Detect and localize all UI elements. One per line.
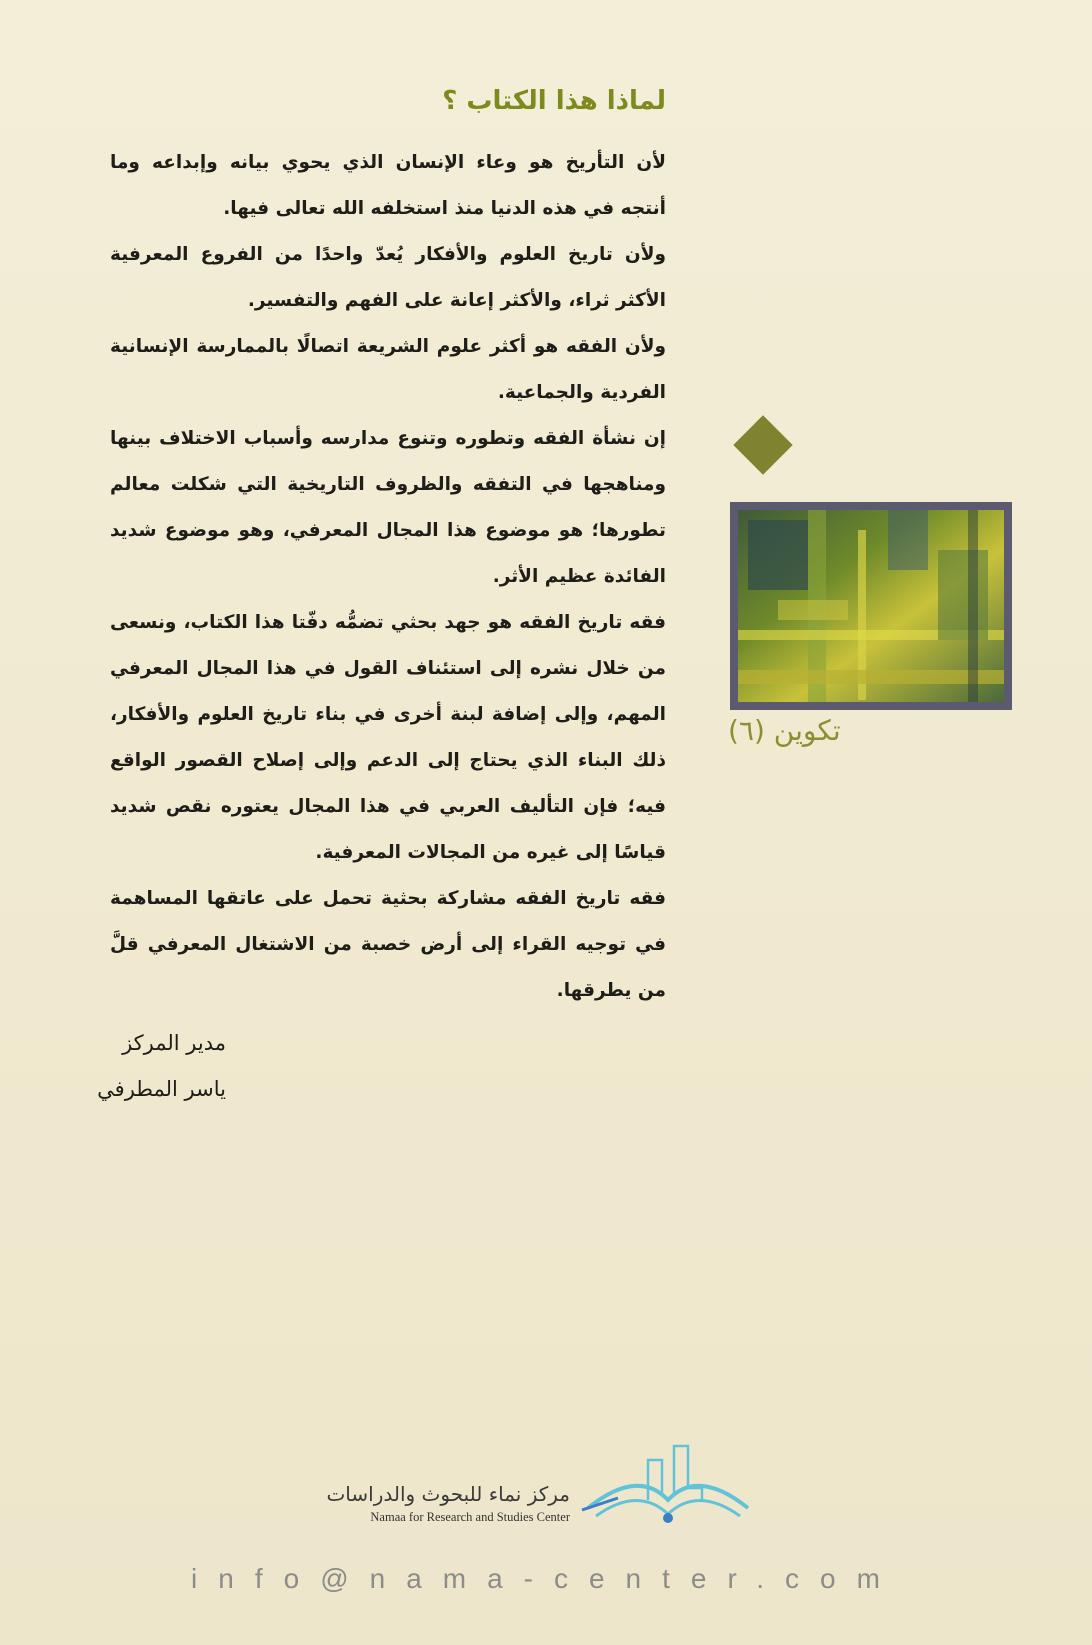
page-title: لماذا هذا الكتاب ؟ — [442, 86, 666, 116]
open-book-icon — [578, 1438, 758, 1528]
paragraph: ولأن تاريخ العلوم والأفكار يُعدّ واحدًا من الفروع المعرفية الأكثر ثراء، والأكثر إعانة على الفهم والتفسير. — [110, 244, 666, 311]
diamond-ornament — [733, 415, 792, 474]
signature-block — [97, 1020, 226, 1112]
paragraph: فقه تاريخ الفقه مشاركة بحثية تحمل على عاتقها المساهمة في توجيه القراء إلى أرض خصبة من الاشتغال المعرفي قلَّ من يطرقها. — [110, 888, 666, 1001]
signature-name: ياسر المطرفي — [97, 1077, 226, 1101]
artwork-image — [730, 502, 1012, 710]
abstract-painting — [738, 510, 1004, 702]
paragraph: لأن التأريخ هو وعاء الإنسان الذي يحوي بيانه وإبداعه وما أنتجه في هذه الدنيا منذ استخلفه الله تعالى فيها. — [110, 152, 666, 219]
contact-email[interactable]: info@nama-center.com — [191, 1563, 901, 1594]
signature-role: مدير المركز — [122, 1031, 226, 1055]
publisher-logo — [300, 1438, 760, 1528]
artwork-caption: تكوين (٦) — [728, 714, 841, 747]
logo-name-arabic: مركز نماء للبحوث والدراسات — [326, 1482, 570, 1506]
body-text — [110, 140, 666, 1014]
paragraph: إن نشأة الفقه وتطوره وتنوع مدارسه وأسباب الاختلاف بينها ومناهجها في التفقه والظروف التاريخية التي شكلت معالم تطورها؛ هو موضوع هذا المجال المعرفي، وهو موضوع شديد الفائدة عظيم الأثر. — [110, 428, 666, 587]
paragraph: فقه تاريخ الفقه هو جهد بحثي تضمُّه دفّتا هذا الكتاب، ونسعى من خلال نشره إلى استئناف القول في هذا المجال المعرفي المهم، وإلى إضافة لبنة أخرى في بناء تاريخ العلوم والأفكار، ذلك البناء الذي يحتاج إلى الدعم وإلى إصلاح القصور الواقع فيه؛ فإن التأليف العربي في هذا المجال يعتوره نقص شديد قياسًا إلى غيره من المجالات المعرفية. — [110, 612, 666, 863]
logo-name-english: Namaa for Research and Studies Center — [370, 1510, 570, 1524]
paragraph: ولأن الفقه هو أكثر علوم الشريعة اتصالًا بالممارسة الإنسانية الفردية والجماعية. — [110, 336, 666, 403]
